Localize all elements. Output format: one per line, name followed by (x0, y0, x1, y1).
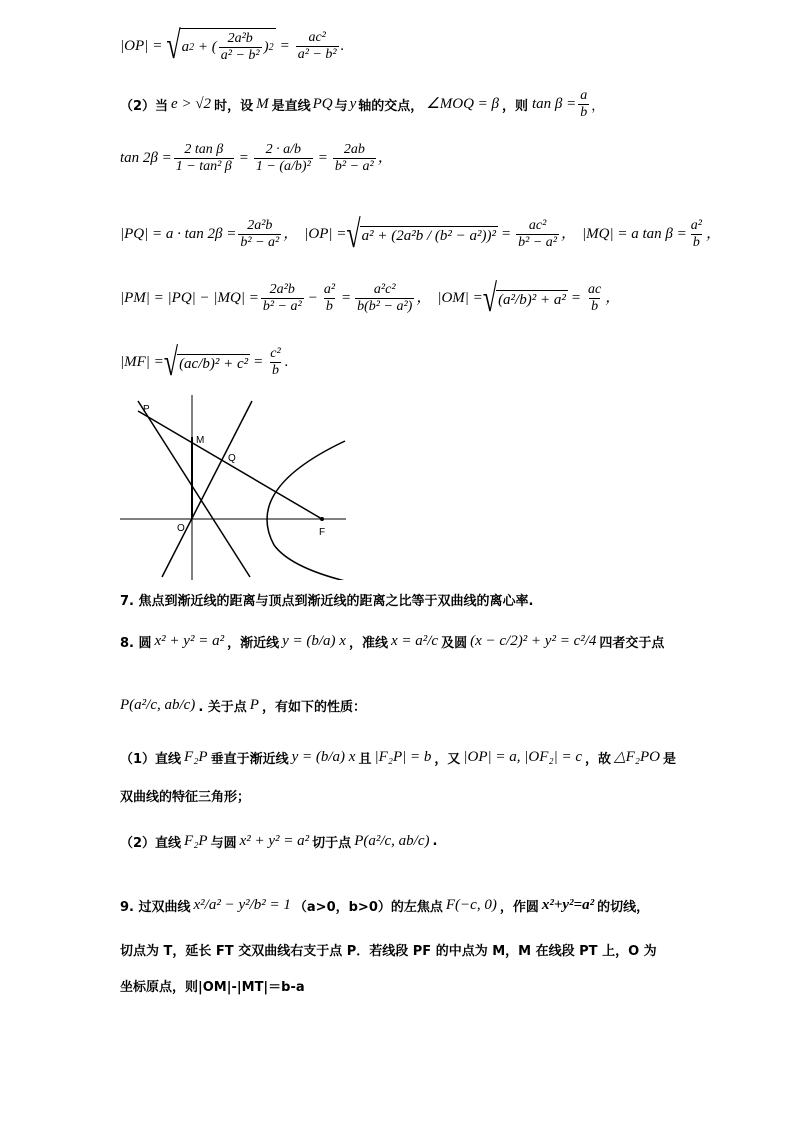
pq-op-mq-line: |PQ| = a · tan 2β = $\frac{\text{2a²b}}{\text{b² − a²}}$ ， |OP| = √ a² + (2a²b / (b² − a²))² = $\frac{\text{ac²}}{\text{b² − a²}}$ ， |MQ| = a tan β = $\frac{\text{a²}}{b}$ ， (120, 212, 721, 256)
label-o: O (177, 523, 185, 534)
focus-point (320, 517, 324, 521)
item-8-prop1: （1）直线 F₂P 垂直于渐近线 y = (b/a) x 且 |F₂P| = b ，又 |OP| = a, |OF₂| = c ，故 △F₂PO 是 (120, 749, 676, 767)
op-formula-line: |OP| = √ a 2 + ( $\frac{\text{2a²b}}{\text{a² − b²}}$ ) 2 = $\frac{\text{ac²}}{\text{a² − b²}}$ . (120, 23, 345, 67)
hyperbola-branch (267, 441, 345, 580)
item-9-line3: 坐标原点，则|OM|-|MT|＝b-a (120, 980, 305, 995)
op-result-fraction: $\frac{\text{ac²}}{\text{a² − b²}}$ (297, 29, 337, 62)
item-9-line1: 9. 过双曲线 x²/a² − y²/b² = 1 （a>0，b>0）的左焦点 F(−c, 0) ，作圆 x²+y²=a² 的切线， (120, 897, 650, 915)
label-p: P (143, 404, 150, 415)
line-pf (138, 411, 322, 519)
tan2beta-line: tan 2β = $\frac{\text{2 tan β}}{\text{1 − tan² β}}$ = $\frac{2 \cdot a/b}{\text{1 − (a/b)²}}$ = $\frac{2ab}{\text{b² − a²}}$ ， (120, 142, 393, 174)
asymptote-line-2 (162, 401, 252, 577)
label-f: F (319, 527, 326, 538)
item-8-prop2: （2）直线 F₂P 与圆 x² + y² = a² 切于点 P(a²/c, ab/c) . (120, 833, 438, 851)
part2-line: （2）当 e > √2 时，设 M 是直线 PQ 与 y 轴的交点， ∠MOQ = β ，则 tan β = $\frac{a}{b}$ ， (120, 88, 605, 120)
item-8-line2: P(a²/c, ab/c) . 关于点 P ，有如下的性质： (120, 697, 366, 715)
asymptote-line-1 (138, 401, 250, 577)
label-q: Q (228, 453, 236, 464)
item-7: 7. 焦点到渐近线的距离与顶点到渐近线的距离之比等于双曲线的离心率. (120, 594, 534, 609)
mf-line: |MF| = √ (ac/b)² + c² = $\frac{\text{c²}}{b}$ . (120, 340, 289, 384)
pm-om-line: |PM| = |PQ| − |MQ| = $\frac{\text{2a²b}}{\text{b² − a²}}$ − $\frac{\text{a²}}{b}$ = $\frac{\text{a²c²}}{\text{b(b² − a²)}}$ ， |OM| = √ (a²/b)² + a² = $\frac{ac}{b}$ ， (120, 276, 621, 320)
sqrt-expression: √ a 2 + ( $\frac{\text{2a²b}}{\text{a² − b²}}$ ) 2 (166, 23, 274, 67)
op-lhs: |OP| (120, 37, 149, 54)
label-m: M (196, 435, 205, 446)
item-9-line2: 切点为 T，延长 FT 交双曲线右支于点 P．若线段 PF 的中点为 M，M 在线段 PT 上，O 为 (120, 944, 657, 959)
hyperbola-figure (110, 395, 360, 580)
item-8-prop1-cont: 双曲线的特征三角形； (120, 790, 251, 805)
item-8-line1: 8. 圆 x² + y² = a² ，渐近线 y = (b/a) x ，准线 x = a²/c 及圆 (x − c/2)² + y² = c²/4 四者交于点 (120, 633, 665, 651)
